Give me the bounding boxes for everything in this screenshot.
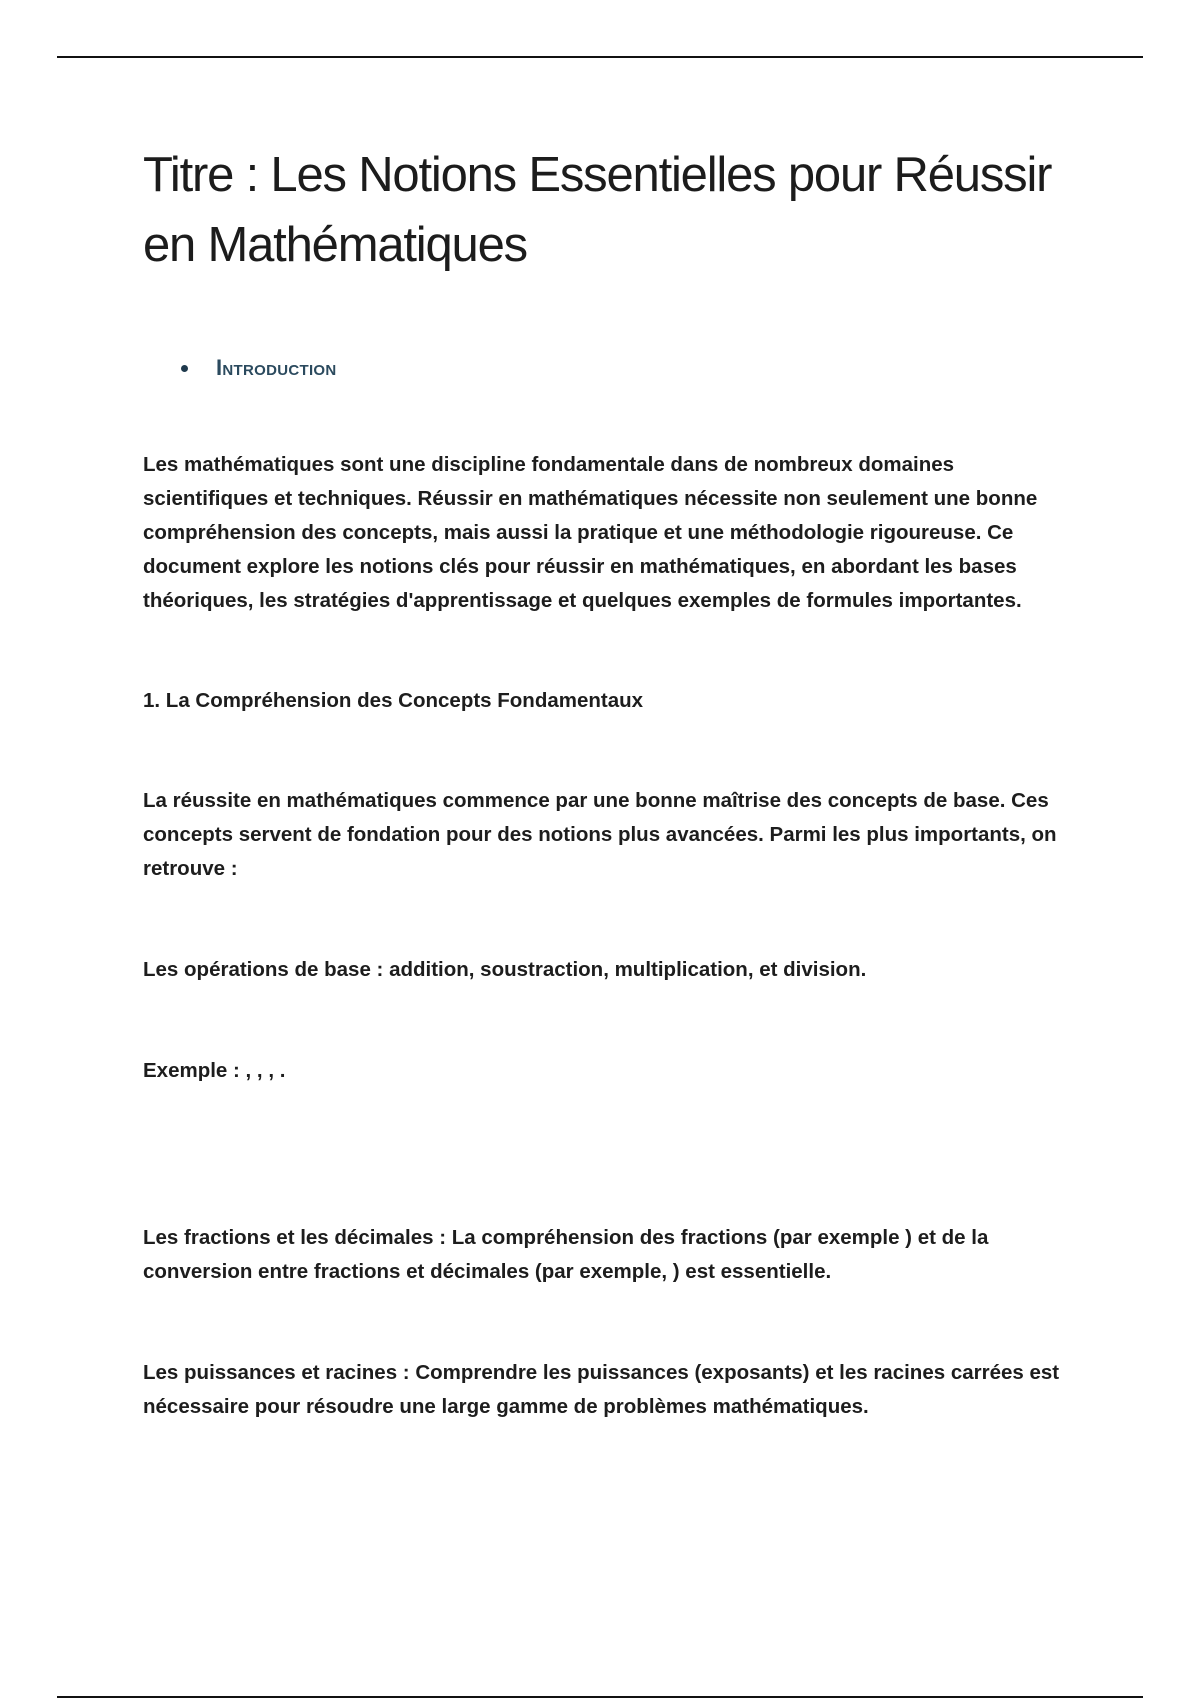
list-item [143, 350, 1063, 386]
operations-paragraph: Les opérations de base : addition, soustraction, multiplication, et division. [143, 958, 867, 981]
section-list [143, 350, 1063, 386]
bottom-rule [57, 1696, 1143, 1698]
fractions-paragraph: Les fractions et les décimales : La compréhension des fractions (par exemple ) et de la conversion entre fractions et décimales (par exemple, ) est essentielle. [143, 1226, 989, 1283]
document-body [143, 140, 1063, 1424]
document-title: Titre : Les Notions Essentielles pour Réussir en Mathématiques [143, 148, 1052, 272]
intro-paragraph: Les mathématiques sont une discipline fondamentale dans de nombreux domaines scientifiques et techniques. Réussir en mathématiques nécessite non seulement une bonne compréhension des concepts, mais aussi la pratique et une méthodologie rigoureuse. Ce document explore les notions clés pour réussir en mathématiques, en abordant les bases théoriques, les stratégies d'apprentissage et quelques exemples de formules importantes. [143, 453, 1038, 612]
example-paragraph: Exemple : , , , . [143, 1059, 286, 1082]
top-rule [57, 56, 1143, 58]
section-title-concepts: 1. La Compréhension des Concepts Fondamentaux [143, 689, 644, 712]
powers-paragraph: Les puissances et racines : Comprendre les puissances (exposants) et les racines carrées est nécessaire pour résoudre une large gamme de problèmes mathématiques. [143, 1361, 1060, 1418]
concepts-paragraph: La réussite en mathématiques commence par une bonne maîtrise des concepts de base. Ces concepts servent de fondation pour des notions plus avancées. Parmi les plus importants, on retrouve : [143, 789, 1057, 880]
section-heading-introduction: Introduction [216, 355, 337, 380]
bullet-icon [181, 365, 188, 372]
